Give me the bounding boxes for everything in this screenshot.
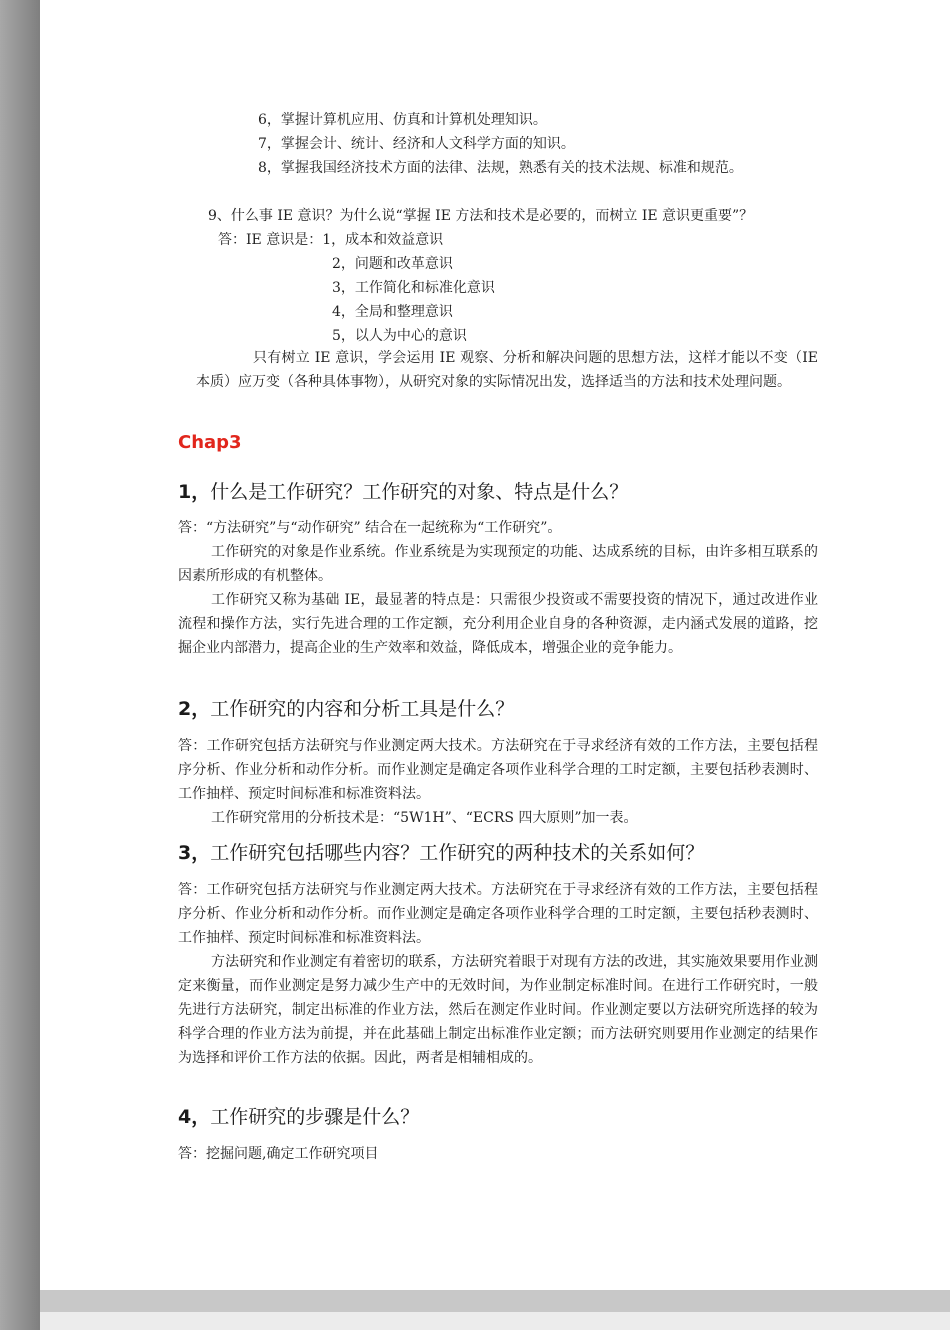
question-9-point: 4，全局和整理意识 xyxy=(332,304,453,320)
section-paragraph: 工作研究又称为基础 IE，最显著的特点是：只需很少投资或不需要投资的情况下，通过改进作业流程和操作方法，实行先进合理的工作定额，充分利用企业自身的各种资源，走内涵式发展的道路，挖掘企业内部潜力，提高企业的生产效率和效益，降低成本，增强企业的竞争能力。 xyxy=(178,592,818,656)
section-paragraph: 方法研究和作业测定有着密切的联系，方法研究着眼于对现有方法的改进，其实施效果要用作业测定来衡量，而作业测定是努力减少生产中的无效时间，为作业制定标准时间。在进行工作研究时，一般先进行方法研究，制定出标准的作业方法，然后在测定作业时间。作业测定要以方法研究所选择的较为科学合理的作业方法为前提，并在此基础上制定出标准作业定额；而方法研究则要用作业测定的结果作为选择和评价工作方法的依据。因此，两者是相辅相成的。 xyxy=(178,954,818,1066)
chapter-title: Chap3 xyxy=(178,432,242,453)
question-9-paragraph: 只有树立 IE 意识，学会运用 IE 观察、分析和解决问题的思想方法，这样才能以不变（IE 本质）应万变（各种具体事物），从研究对象的实际情况出发，选择适当的方法和技术处理问题。 xyxy=(196,350,818,390)
section-answer: 答：工作研究包括方法研究与作业测定两大技术。方法研究在于寻求经济有效的工作方法，主要包括程序分析、作业分析和动作分析。而作业测定是确定各项作业科学合理的工时定额，主要包括秒表测时、工作抽样、预定时间标准和标准资料法。 xyxy=(178,882,818,946)
section-paragraph: 工作研究常用的分析技术是：“5W1H”、“ECRS 四大原则”加一表。 xyxy=(211,810,638,826)
section-answer: 答：“方法研究”与“动作研究” 结合在一起统称为“工作研究”。 xyxy=(178,520,562,536)
question-9-point: 2，问题和改革意识 xyxy=(332,256,453,272)
section-answer: 答：挖掘问题,确定工作研究项目 xyxy=(178,1146,379,1162)
question-9-answer-lead: 答：IE 意识是：1，成本和效益意识 xyxy=(218,232,444,248)
section-heading xyxy=(178,696,514,722)
section-title: 工作研究包括哪些内容？工作研究的两种技术的关系如何？ xyxy=(210,842,705,864)
left-margin-bar xyxy=(0,0,40,1330)
bottom-margin-bar xyxy=(40,1290,950,1312)
section-paragraph: 工作研究的对象是作业系统。作业系统是为实现预定的功能、达成系统的目标，由许多相互联系的因素所形成的有机整体。 xyxy=(178,544,818,584)
section-title: 什么是工作研究？工作研究的对象、特点是什么？ xyxy=(210,481,629,503)
list-item: 8，掌握我国经济技术方面的法律、法规，熟悉有关的技术法规、标准和规范。 xyxy=(258,160,743,176)
section-number: 4， xyxy=(178,1106,211,1128)
question-9-point: 5，以人为中心的意识 xyxy=(332,328,467,344)
bottom-margin-bar-light xyxy=(40,1312,950,1330)
list-item: 6，掌握计算机应用、仿真和计算机处理知识。 xyxy=(258,112,547,128)
section-heading xyxy=(178,840,704,866)
section-number: 2， xyxy=(178,698,211,720)
list-item: 7，掌握会计、统计、经济和人文科学方面的知识。 xyxy=(258,136,575,152)
section-answer: 答：工作研究包括方法研究与作业测定两大技术。方法研究在于寻求经济有效的工作方法，主要包括程序分析、作业分析和动作分析。而作业测定是确定各项作业科学合理的工时定额，主要包括秒表测时、工作抽样、预定时间标准和标准资料法。 xyxy=(178,738,818,802)
section-title: 工作研究的步骤是什么？ xyxy=(210,1106,420,1128)
section-title: 工作研究的内容和分析工具是什么？ xyxy=(210,698,515,720)
section-number: 3， xyxy=(178,842,211,864)
section-number: 1， xyxy=(178,481,211,503)
section-heading xyxy=(178,479,628,505)
question-9: 9、什么事 IE 意识？为什么说“掌握 IE 方法和技术是必要的，而树立 IE 意识更重要”？ xyxy=(208,208,754,224)
question-9-point: 3，工作简化和标准化意识 xyxy=(332,280,495,296)
section-heading xyxy=(178,1104,419,1130)
